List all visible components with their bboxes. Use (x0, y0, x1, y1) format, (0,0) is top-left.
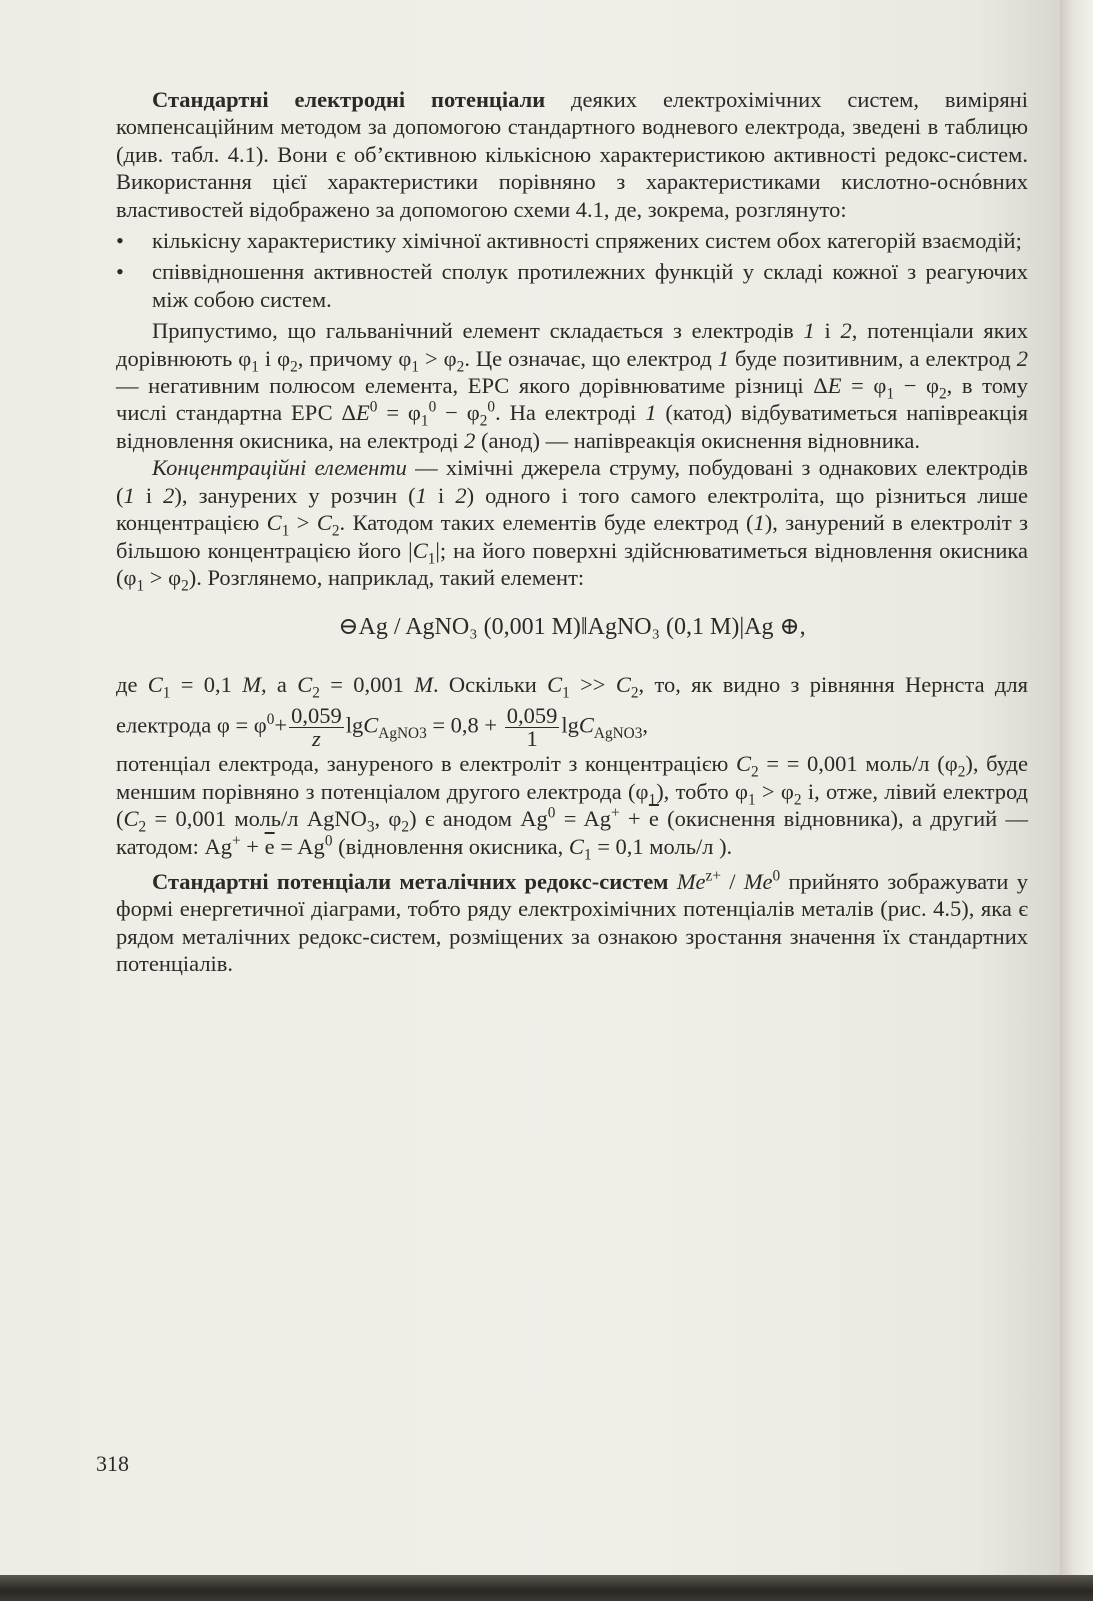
paragraph-concentration-elements: Концентраційні елементи — хімічні джерела струму, побудовані з однакових електродів (1 і 2), занурених у розчин (1 і 2) одного і того самого електроліта, що різниться лише концентрацією $C_1 > C_2$. Катодом таких елементів буде електрод (1), занурений в електроліт з більшою концентрацією його $|C_1|$; на його поверхні здійснюватиметься відновлення окисника $(\varphi_1 > \varphi_2)$. Розглянемо, наприклад, такий елемент: (116, 455, 1029, 595)
paragraph-galvanic-element: Припустимо, що гальванічний елемент складається з електродів 1 і 2, потенціали яких дорівнюють $\varphi_1$ і $\varphi_2$, причому $\varphi_1 > \varphi_2$. Це означає, що електрод 1 буде позитивним, а електрод 2 — негативним полюсом елемента, ЕРС якого дорівнюватиме різниці $\Delta E = \varphi_1 - \varphi_2$, в тому числі стандартна ЕРС $\Delta E^0 = \varphi_1^0 - \varphi_2^0$. На електроді 1 (катод) відбуватиметься напівреакція відновлення окисника, на електроді 2 (анод) — напівреакція окиснення відновника. (116, 318, 1028, 453)
paragraph-anode-cathode: потенціал електрода, зануреного в електроліт з концентрацією $C_2$ = = 0,001 моль/л $(\varphi_2)$, буде меншим порівняно з потенціалом другого електрода $(\varphi_1)$, тобто $\varphi_1 > \varphi_2$ і, отже, лівий електрод ($C_2 = 0,001$ моль/л AgNO$_3$, $\varphi_2$) є анодом $Ag^0 = Ag^+ + \overline{e}$ (окиснення відновника), а другий — катодом: $Ag^+ + \overline{e} = Ag^0$ (відновлення окисника, $C_1 = 0,1$ моль/л ). (116, 751, 1029, 864)
term-standard-metal-potentials: Стандартні потенціали металічних редокс-систем (152, 868, 669, 894)
paragraph-metal-redox-systems: Стандартні потенціали металічних редокс-систем $Me^{z+} / Me^0$ прийнято зображувати у формі енергетичної діаграми, тобто ряду електрохімічних потенціалів металів (рис. 4.5), яка є рядом металічних редокс-систем, розміщених за ознакою зростання значення їх стандартних потенціалів. (116, 867, 1028, 977)
bullet-item: • співвідношення активностей сполук протилежних функцій у складі кожної з реагуючих між собою систем. (116, 259, 1028, 312)
paragraph-nernst-example: де $C_1 = 0,1$ M, а $C_2 = 0,001$ M. Оскільки $C_1 >> C_2$, то, як видно з рівняння Нернста для електрода $\varphi = \varphi^0+$ $\frac{0,059}{z}$ lgC$_{AgNO3}$ = 0,8 + $\frac{0,059}{1}$ lgC$_{AgNO3}$, (116, 672, 1028, 752)
bullet-item: • кількісну характеристику хімічної активності спряжених систем обох категорій взаємодій; (116, 228, 1022, 254)
paragraph-standard-electrode-potentials: Стандартні електродні потенціали деяких електрохімічних систем, виміряні компенсаційним методом за допомогою стандартного водневого електрода, зведені в таблицю (див. табл. 4.1). Вони є об’єктивною кількісною характеристикою активності редокс-систем. Використання цієї характеристики порівняно з характеристиками кислотно-оснóвних властивостей відображено за допомогою схеми 4.1, де, зокрема, розглянуто: (116, 87, 1028, 222)
scan-shadow-bottom (0, 1575, 1093, 1601)
term-concentration-elements: Концентраційні елементи (152, 455, 407, 481)
cell-formula: ⊖Ag / AgNO₃ (0,001 M)‖AgNO₃ (0,1 M)|Ag ⊕, (338, 614, 806, 641)
nernst-fraction-numeric: $\frac{0,059}{1}$ (506, 703, 558, 752)
page-edge-right (1060, 0, 1093, 1601)
nernst-fraction: $\frac{0,059}{z}$ (291, 703, 342, 752)
term-standard-electrode-potentials: Стандартні електродні потенціали (152, 87, 546, 112)
page-body (116, 86, 1028, 978)
page-number: 318 (96, 1451, 129, 1476)
